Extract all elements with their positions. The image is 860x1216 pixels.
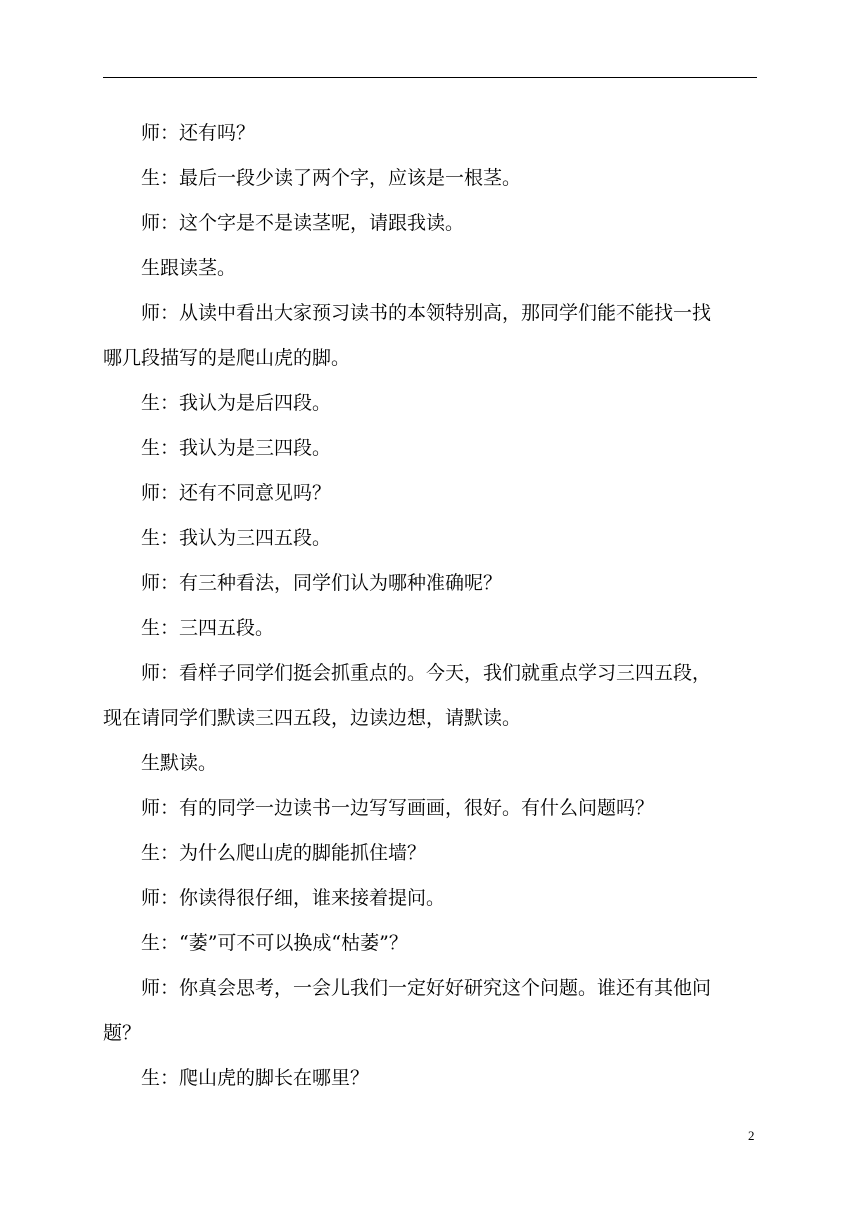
paragraph — [103, 966, 757, 1056]
paragraph — [103, 741, 757, 786]
text-line: 师：还有不同意见吗？ — [141, 482, 332, 504]
text-line: 生：“萎”可不可以换成“枯萎”？ — [141, 932, 408, 954]
paragraph — [103, 426, 757, 471]
text-line: 师：你真会思考，一会儿我们一定好好研究这个问题。谁还有其他问 — [141, 977, 712, 999]
text-line: 师：有三种看法，同学们认为哪种准确呢？ — [141, 572, 503, 594]
text-line: 现在请同学们默读三四五段，边读边想，请默读。 — [103, 707, 522, 729]
paragraph — [103, 921, 757, 966]
text-line: 生：爬山虎的脚长在哪里？ — [141, 1067, 370, 1089]
paragraph — [103, 561, 757, 606]
text-line: 题？ — [103, 1022, 142, 1044]
text-line: 生默读。 — [141, 752, 218, 774]
paragraph — [103, 876, 757, 921]
paragraph — [103, 651, 757, 741]
text-line: 生：三四五段。 — [141, 617, 275, 639]
text-line: 师：有的同学一边读书一边写写画画，很好。有什么问题吗？ — [141, 797, 655, 819]
text-line: 师：还有吗？ — [141, 122, 256, 144]
paragraph — [103, 606, 757, 651]
text-line: 师：从读中看出大家预习读书的本领特别高，那同学们能不能找一找 — [141, 302, 712, 324]
paragraph — [103, 516, 757, 561]
text-line: 生：我认为是后四段。 — [141, 392, 332, 414]
text-line: 生：为什么爬山虎的脚能抓住墙？ — [141, 842, 427, 864]
paragraph — [103, 831, 757, 876]
document-body — [103, 111, 757, 1101]
page-number: 2 — [748, 1128, 755, 1143]
paragraph — [103, 471, 757, 516]
paragraph — [103, 201, 757, 246]
text-line: 生跟读茎。 — [141, 257, 237, 279]
paragraph — [103, 111, 757, 156]
paragraph — [103, 246, 757, 291]
text-line: 生：最后一段少读了两个字，应该是一根茎。 — [141, 167, 522, 189]
text-line: 师：这个字是不是读茎呢，请跟我读。 — [141, 212, 465, 234]
text-line: 师：看样子同学们挺会抓重点的。今天，我们就重点学习三四五段， — [141, 662, 712, 684]
paragraph — [103, 1056, 757, 1101]
paragraph — [103, 786, 757, 831]
paragraph — [103, 291, 757, 381]
text-line: 师：你读得很仔细，谁来接着提问。 — [141, 887, 446, 909]
header-rule — [103, 77, 757, 78]
text-line: 生：我认为是三四段。 — [141, 437, 332, 459]
paragraph — [103, 156, 757, 201]
text-line: 生：我认为三四五段。 — [141, 527, 332, 549]
paragraph — [103, 381, 757, 426]
text-line: 哪几段描写的是爬山虎的脚。 — [103, 347, 351, 369]
